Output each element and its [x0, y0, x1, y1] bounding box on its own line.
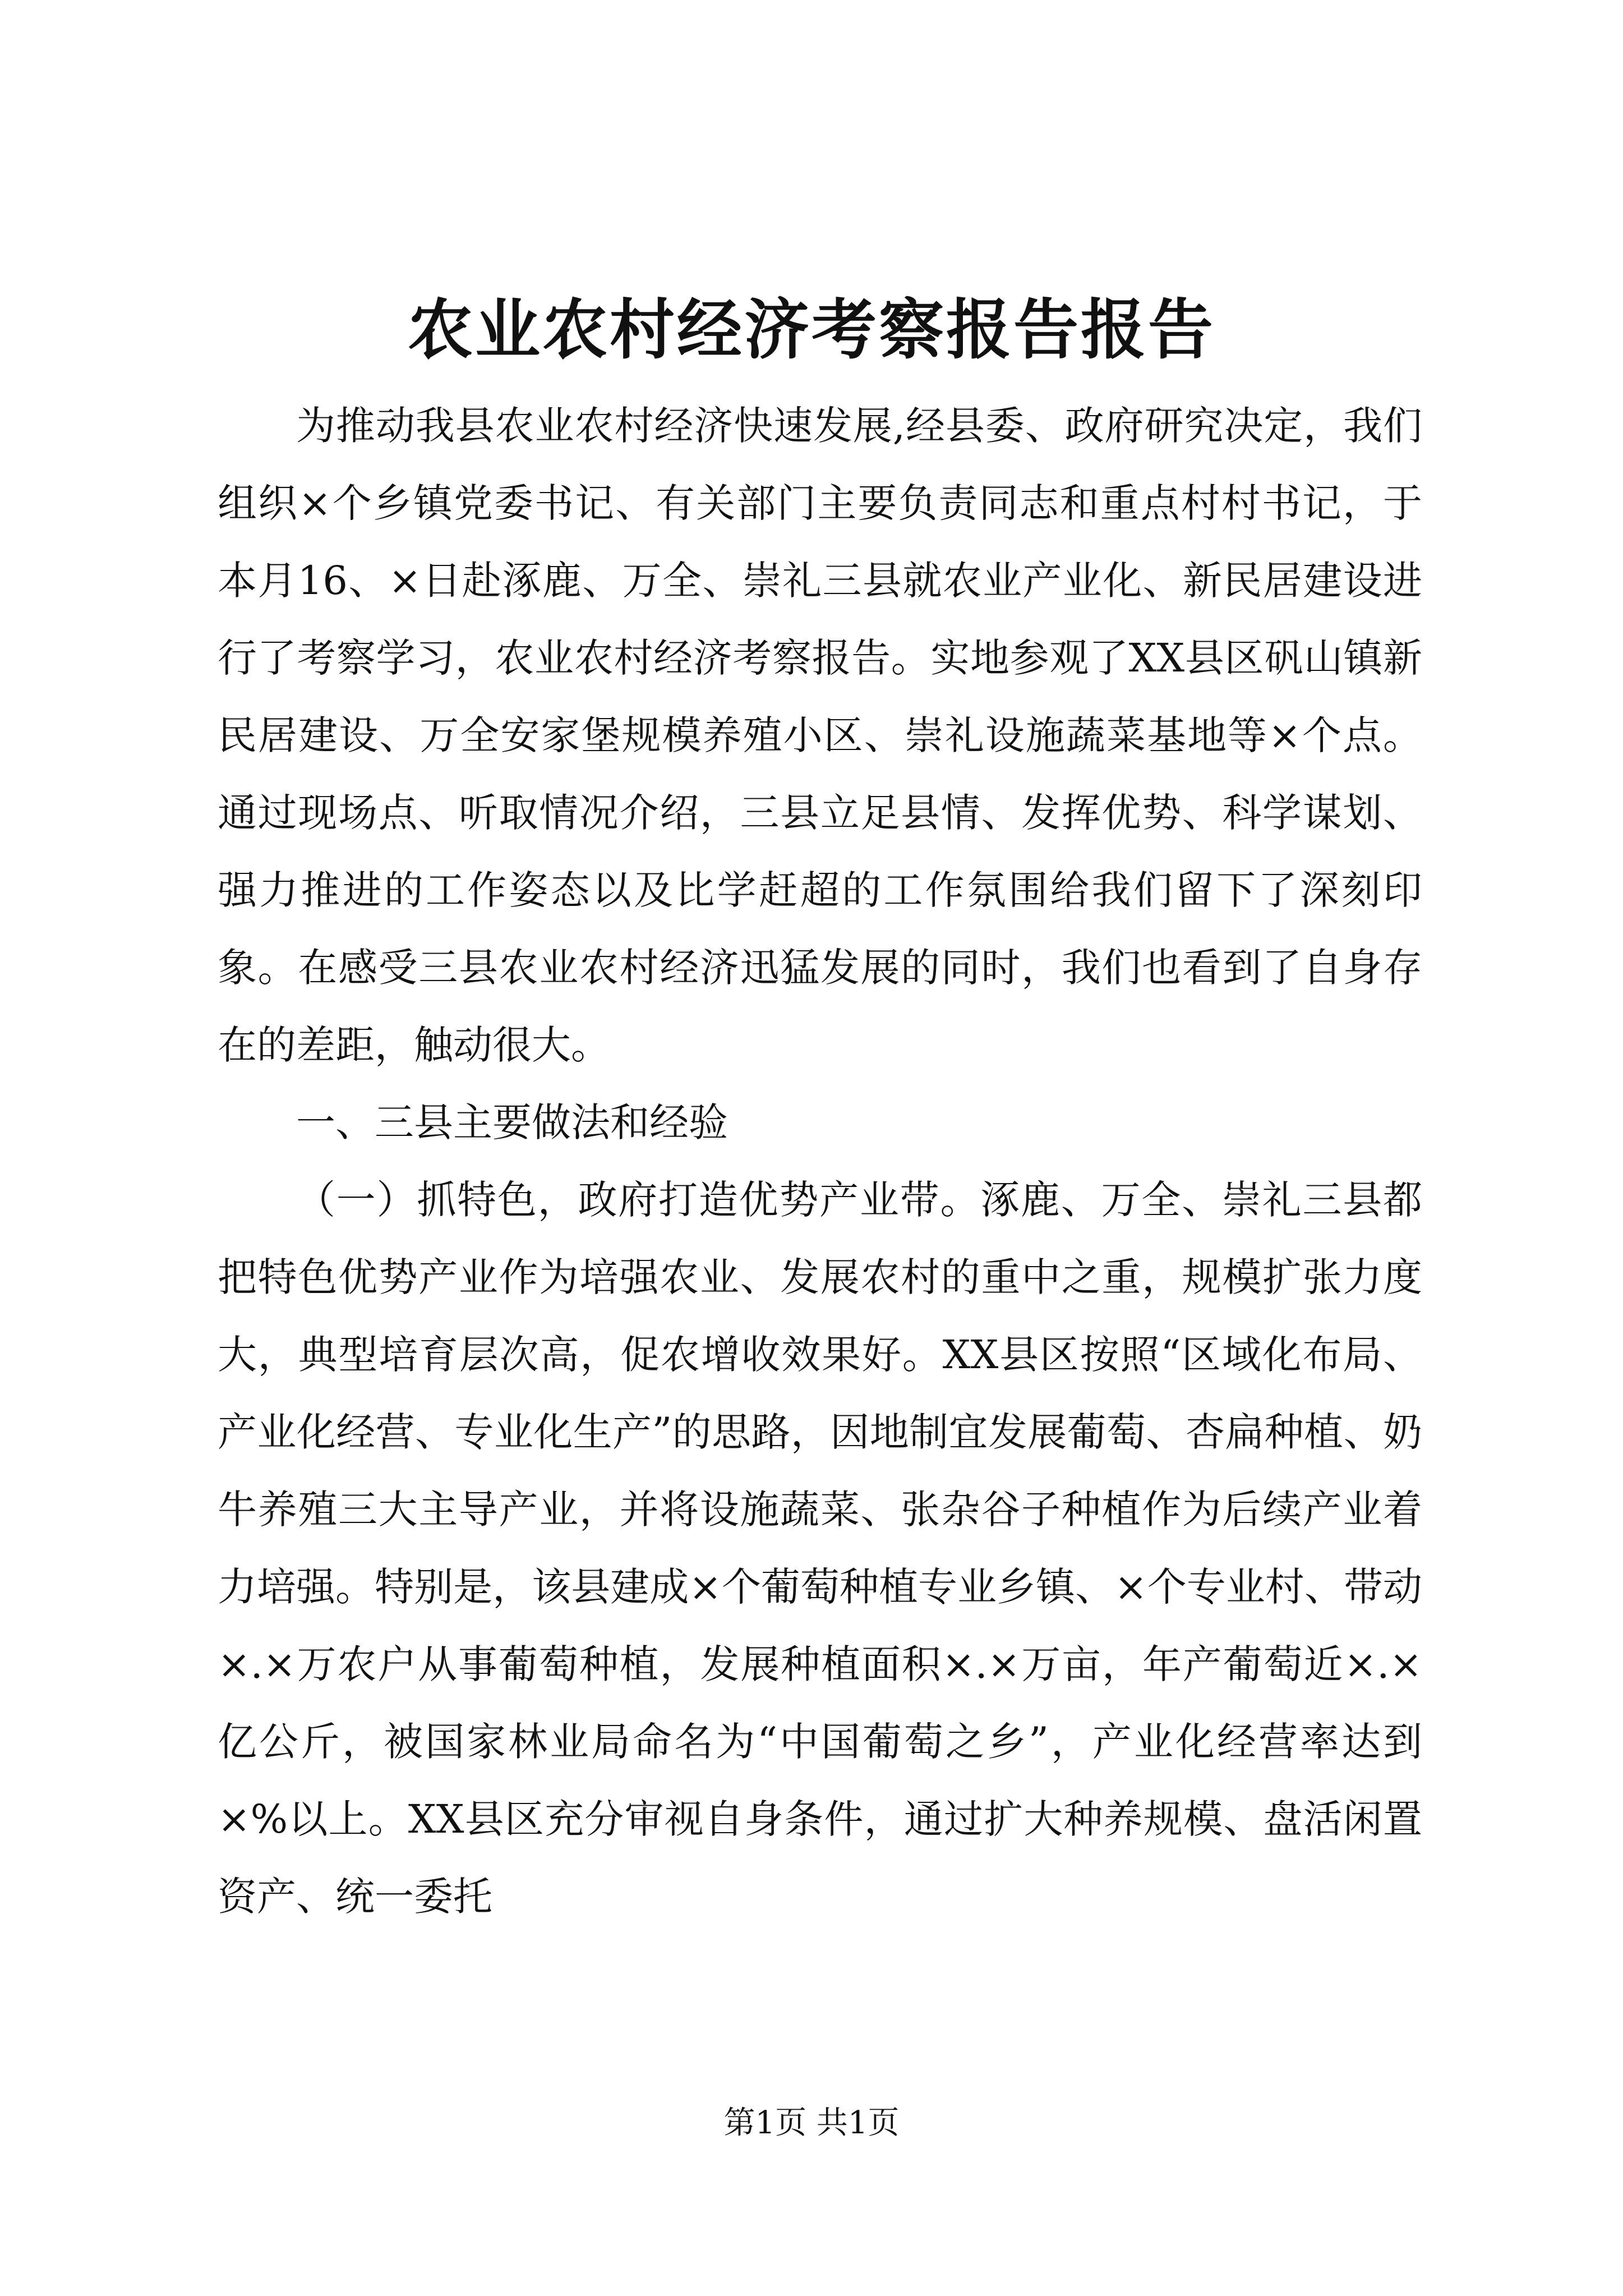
intro-paragraph: 为推动我县农业农村经济快速发展,经县委、政府研究决定，我们组织×个乡镇党委书记、有关部门主要负责同志和重点村村书记，于本月16、×日赴涿鹿、万全、崇礼三县就农业产业化、新民居建设进行了考察学习，农业农村经济考察报告。实地参观了XX县区矾山镇新民居建设、万全安家堡规模养殖小区、崇礼设施蔬菜基地等×个点。通过现场点、听取情况介绍，三县立足县情、发挥优势、科学谋划、强力推进的工作姿态以及比学赶超的工作氛围给我们留下了深刻印象。在感受三县农业农村经济迅猛发展的同时，我们也看到了自身存在的差距，触动很大。	[218, 403, 1422, 1068]
document-body	[218, 387, 1422, 1935]
page-footer: 第1页 共1页	[723, 2105, 900, 2141]
section-paragraph: （一）抓特色，政府打造优势产业带。涿鹿、万全、崇礼三县都把特色优势产业作为培强农业、发展农村的重中之重，规模扩张力度大，典型培育层次高，促农增收效果好。XX县区按照“区域化布局、产业化经营、专业化生产”的思路，因地制宜发展葡萄、杏扁种植、奶牛养殖三大主导产业，并将设施蔬菜、张杂谷子种植作为后续产业着力培强。特别是，该县建成×个葡萄种植专业乡镇、×个专业村、带动×.×万农户从事葡萄种植，发展种植面积×.×万亩，年产葡萄近×.×亿公斤，被国家林业局命名为“中国葡萄之乡”，产业化经营率达到×%以上。XX县区充分审视自身条件，通过扩大种养规模、盘活闲置资产、统一委托	[218, 1177, 1422, 1920]
document-title: 农业农村经济考察报告报告	[408, 292, 1215, 368]
section-heading: 一、三县主要做法和经验	[296, 1099, 728, 1145]
